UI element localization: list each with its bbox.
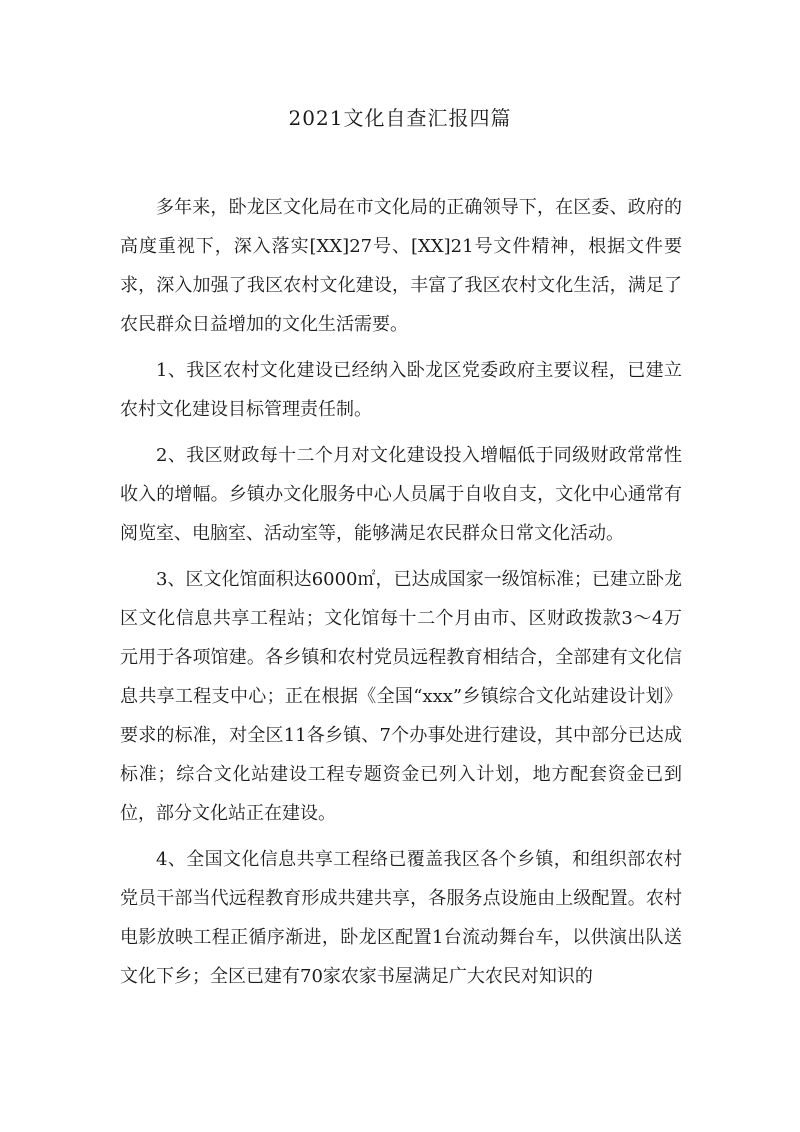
paragraph-item-1: 1、我区农村文化建设已经纳入卧龙区党委政府主要议程，已建立农村文化建设目标管理责任制。 — [120, 360, 682, 420]
paragraph-item-2: 2、我区财政每十二个月对文化建设投入增幅低于同级财政常常性收入的增幅。乡镇办文化服务中心人员属于自收自支，文化中心通常有阅览室、电脑室、活动室等，能够满足农民群众日常文化活动。 — [120, 445, 682, 544]
document-title: 2021文化自查汇报四篇 — [288, 106, 512, 130]
paragraph-intro: 多年来，卧龙区文化局在市文化局的正确领导下，在区委、政府的高度重视下，深入落实[XX]27号、[XX]21号文件精神，根据文件要求，深入加强了我区农村文化建设，丰富了我区农村文化生活，满足了农民群众日益增加的文化生活需要。 — [120, 197, 682, 335]
document-body — [120, 188, 682, 1003]
paragraph-item-4: 4、全国文化信息共享工程络已覆盖我区各个乡镇，和组织部农村党员干部当代远程教育形成共建共享，各服务点设施由上级配置。农村电影放映工程正循序渐进，卧龙区配置1台流动舞台车，以供演出队送文化下乡；全区已建有70家农家书屋满足广大农民对知识的 — [120, 849, 682, 987]
paragraph-item-3: 3、区文化馆面积达6000㎡，已达成国家一级馆标准；已建立卧龙区文化信息共享工程站；文化馆每十二个月由市、区财政拨款3～4万元用于各项馆建。各乡镇和农村党员远程教育相结合，全部建有文化信息共享工程支中心；正在根据《全国“xxx”乡镇综合文化站建设计划》要求的标准，对全区11各乡镇、7个办事处进行建设，其中部分已达成标准；综合文化站建设工程专题资金已列入计划，地方配套资金已到位，部分文化站正在建设。 — [120, 569, 682, 824]
